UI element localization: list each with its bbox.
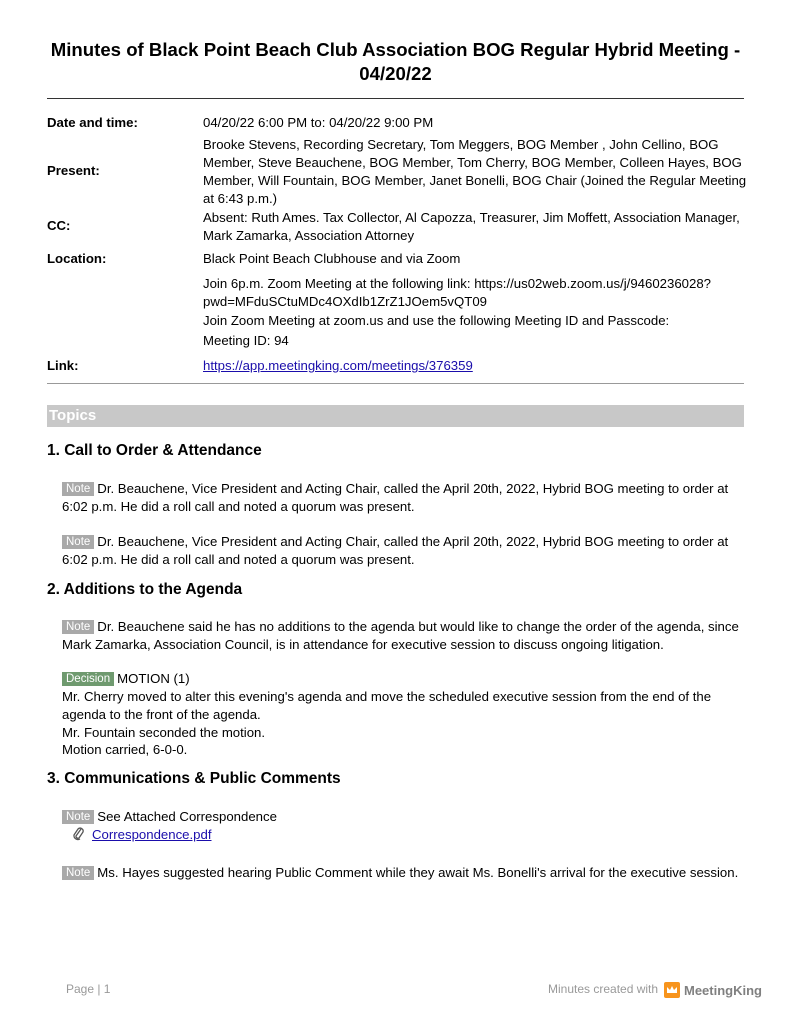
present-value: Brooke Stevens, Recording Secretary, Tom Meggers, BOG Member , John Cellino, BOG Member, Steve Beauchene, BOG Member, Tom Cherry, BOG Member, Colleen Hayes, BOG Member, Will Fountain, BOG Member, Janet Bonelli, BOG Chair (Joined the Regular Meeting at 6:43 p.m.) xyxy=(203,137,747,206)
page-title: Minutes of Black Point Beach Club Association BOG Regular Hybrid Meeting - 04/20/22 xyxy=(50,39,741,84)
note-text: Dr. Beauchene said he has no additions to the agenda but would like to change the order of the agenda, since Mark Zamarka, Association Council, is in attendance for executive session to discuss ongoing litigation. xyxy=(62,619,739,652)
zoom-link-text: Join 6p.m. Zoom Meeting at the following link: https://us02web.zoom.us/j/9460236028?pwd=MFduSCtuMDc4OXdIb1ZrZ1JOem5vQT09 xyxy=(203,276,712,309)
decision-line: Motion carried, 6-0-0. xyxy=(62,742,188,757)
link-label: Link: xyxy=(47,358,79,373)
note-tag: Note xyxy=(62,482,94,496)
meeting-id: Meeting ID: 94 xyxy=(203,333,289,348)
note-text: See Attached Correspondence xyxy=(97,809,277,824)
meeting-link[interactable]: https://app.meetingking.com/meetings/376359 xyxy=(203,358,473,373)
note-item xyxy=(62,618,744,654)
note-text: Dr. Beauchene, Vice President and Acting Chair, called the April 20th, 2022, Hybrid BOG meeting to order at 6:02 p.m. He did a roll call and noted a quorum was present. xyxy=(62,534,729,567)
decision-title: MOTION (1) xyxy=(117,671,190,686)
location-label: Location: xyxy=(47,251,107,266)
topic-title: 3. Communications & Public Comments xyxy=(47,770,341,787)
note-item xyxy=(62,533,744,569)
attachment-link[interactable]: Correspondence.pdf xyxy=(92,827,212,842)
present-label: Present: xyxy=(47,163,100,178)
note-item xyxy=(62,808,744,826)
note-tag: Note xyxy=(62,866,94,880)
decision-line: Mr. Cherry moved to alter this evening's agenda and move the scheduled executive session from the end of the agenda to the front of the agenda. xyxy=(62,689,712,722)
date-value: 04/20/22 6:00 PM to: 04/20/22 9:00 PM xyxy=(203,115,434,130)
note-tag: Note xyxy=(62,535,94,549)
page-number: Page | 1 xyxy=(66,982,111,996)
note-tag: Note xyxy=(62,810,94,824)
date-label: Date and time: xyxy=(47,115,138,130)
location-value: Black Point Beach Clubhouse and via Zoom xyxy=(203,251,461,266)
note-item xyxy=(62,864,744,882)
header-divider xyxy=(47,98,744,99)
note-tag: Note xyxy=(62,620,94,634)
attachment-row xyxy=(72,826,212,844)
cc-label: CC: xyxy=(47,218,71,233)
cc-value: Absent: Ruth Ames. Tax Collector, Al Capozza, Treasurer, Jim Moffett, Association Manager, Mark Zamarka, Association Attorney xyxy=(203,210,740,243)
zoom-instructions: Join Zoom Meeting at zoom.us and use the following Meeting ID and Passcode: xyxy=(203,313,670,328)
paperclip-icon xyxy=(72,826,86,842)
decision-tag: Decision xyxy=(62,672,114,686)
note-item xyxy=(62,480,744,516)
note-text: Dr. Beauchene, Vice President and Acting Chair, called the April 20th, 2022, Hybrid BOG meeting to order at 6:02 p.m. He did a roll call and noted a quorum was present. xyxy=(62,481,729,514)
topic-title: 2. Additions to the Agenda xyxy=(47,581,243,598)
decision-item xyxy=(62,670,744,688)
topics-header: Topics xyxy=(49,407,97,424)
meta-divider xyxy=(47,383,744,384)
brand-name: MeetingKing xyxy=(684,983,762,998)
note-text: Ms. Hayes suggested hearing Public Comment while they await Ms. Bonelli's arrival for the executive session. xyxy=(97,865,739,880)
crown-icon xyxy=(664,982,680,998)
topic-title: 1. Call to Order & Attendance xyxy=(47,442,262,459)
topics-header-bar xyxy=(47,405,744,427)
decision-line: Mr. Fountain seconded the motion. xyxy=(62,725,266,740)
footer-credit: Minutes created with xyxy=(548,982,659,996)
